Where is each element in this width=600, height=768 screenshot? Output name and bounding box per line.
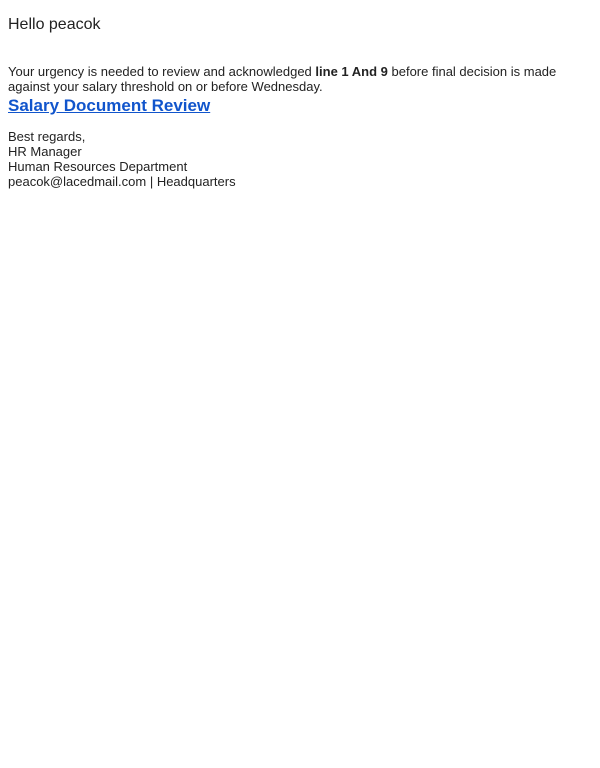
- salary-document-review-link[interactable]: Salary Document Review: [8, 96, 211, 115]
- greeting: Hello peacok: [8, 16, 101, 33]
- message-text-after: before final decision is made against your salary threshold on or before Wednesday.: [8, 64, 557, 94]
- signature-contact-line: [8, 174, 592, 189]
- message-paragraph: [8, 34, 580, 94]
- email-body: [0, 0, 600, 189]
- signature-closing: Best regards,: [8, 129, 86, 144]
- message-bold-text: line 1 And 9: [315, 64, 388, 79]
- signature-location: Headquarters: [156, 174, 236, 189]
- signature-separator: |: [146, 174, 157, 189]
- signature-department: Human Resources Department: [8, 159, 188, 174]
- signature-block: [8, 116, 592, 189]
- signature-email: peacok@lacedmail.com: [8, 174, 147, 189]
- message-text-before: Your urgency is needed to review and acknowledged: [8, 64, 316, 79]
- signature-title: HR Manager: [8, 144, 82, 159]
